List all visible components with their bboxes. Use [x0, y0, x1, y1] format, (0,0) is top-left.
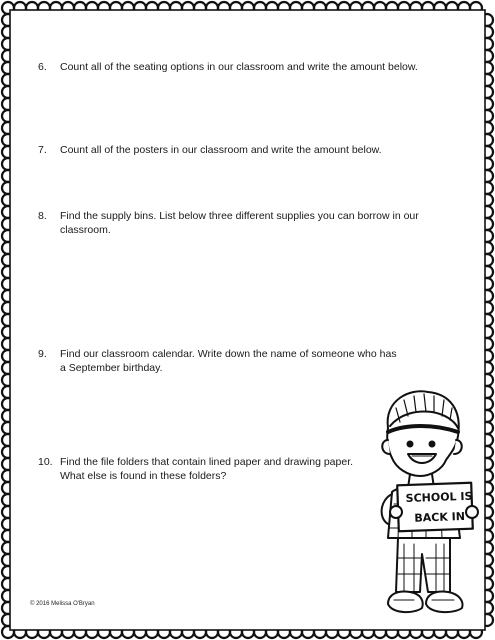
question-text: Find the supply bins. List below three different supplies you can borrow in our classroom. [60, 210, 419, 236]
question-text: Count all of the posters in our classroom and write the amount below. [60, 144, 382, 156]
question-9 [38, 347, 398, 375]
question-text: Count all of the seating options in our classroom and write the amount below. [60, 61, 418, 73]
question-8 [38, 209, 438, 237]
question-text: Find the file folders that contain lined paper and drawing paper. What else is found in these folders? [60, 456, 354, 482]
copyright-notice: © 2016 Melissa O'Bryan [30, 601, 95, 607]
question-number: 6. [38, 61, 47, 73]
question-number: 9. [38, 348, 47, 360]
student-holding-sign-illustration [370, 388, 480, 626]
question-10 [38, 455, 358, 483]
question-number: 8. [38, 210, 47, 222]
sign-line-1: SCHOOL IS [405, 489, 473, 506]
question-text: Find our classroom calendar. Write down the name of someone who has a September birthday. [60, 348, 397, 374]
question-6 [38, 60, 438, 74]
question-number: 10. [38, 456, 53, 468]
question-7 [38, 143, 438, 157]
question-number: 7. [38, 144, 47, 156]
sign-line-2: BACK IN [414, 509, 466, 525]
